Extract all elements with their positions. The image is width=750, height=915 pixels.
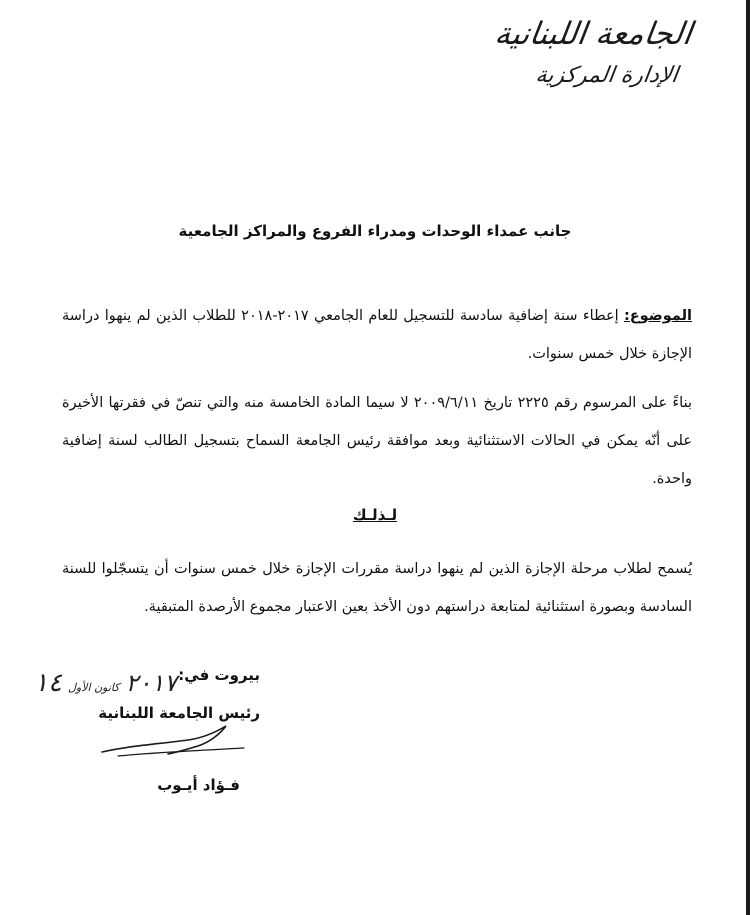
handwritten-signature	[98, 722, 248, 762]
place-date-label: بيروت في:	[178, 666, 260, 684]
subject-paragraph	[62, 297, 692, 373]
signer-name: فـؤاد أيـوب	[157, 776, 240, 794]
president-title: رئيس الجامعة اللبنانية	[98, 704, 260, 722]
handwritten-year: ٢٠١٧	[125, 669, 178, 697]
letterhead	[492, 12, 695, 92]
letterhead-administration: الإدارة المركزية	[534, 63, 680, 88]
letterhead-university: الجامعة اللبنانية	[492, 16, 695, 52]
recipient-line: جانب عمداء الوحدات ومدراء الفروع والمراكز الجامعية	[178, 222, 572, 240]
therefore-heading: لـذلـك	[352, 506, 398, 524]
handwritten-day: ١٤	[34, 668, 62, 698]
handwritten-month: كانون الأول	[67, 681, 120, 694]
whereas-paragraph: بناءً على المرسوم رقم ٢٢٢٥ تاريخ ٢٠٠٩/٦/١١ لا سيما المادة الخامسة منه والتي تنصّ في فقرتها الأخيرة على أنّه يمكن في الحالات الاستثنائية وبعد موافقة رئيس الجامعة السماح بتسجيل الطالب لسنة إضافية واحدة.	[62, 395, 693, 487]
signoff-block	[30, 666, 270, 806]
decision-paragraph: يُسمح لطلاب مرحلة الإجازة الذين لم ينهوا دراسة مقررات الإجازة خلال خمس سنوات أن يتسجّلوا للسنة السادسة وبصورة استثنائية لمتابعة دراستهم دون الأخذ بعين الاعتبار مجموع الأرصدة المتبقية.	[62, 561, 692, 615]
subject-text: إعطاء سنة إضافية سادسة للتسجيل للعام الجامعي ٢٠١٧-٢٠١٨ للطلاب الذين لم ينهوا دراسة الإجازة خلال خمس سنوات.	[62, 308, 692, 362]
handwritten-date	[34, 668, 177, 698]
scan-edge	[746, 0, 750, 915]
subject-label: الموضوع:	[623, 308, 693, 324]
